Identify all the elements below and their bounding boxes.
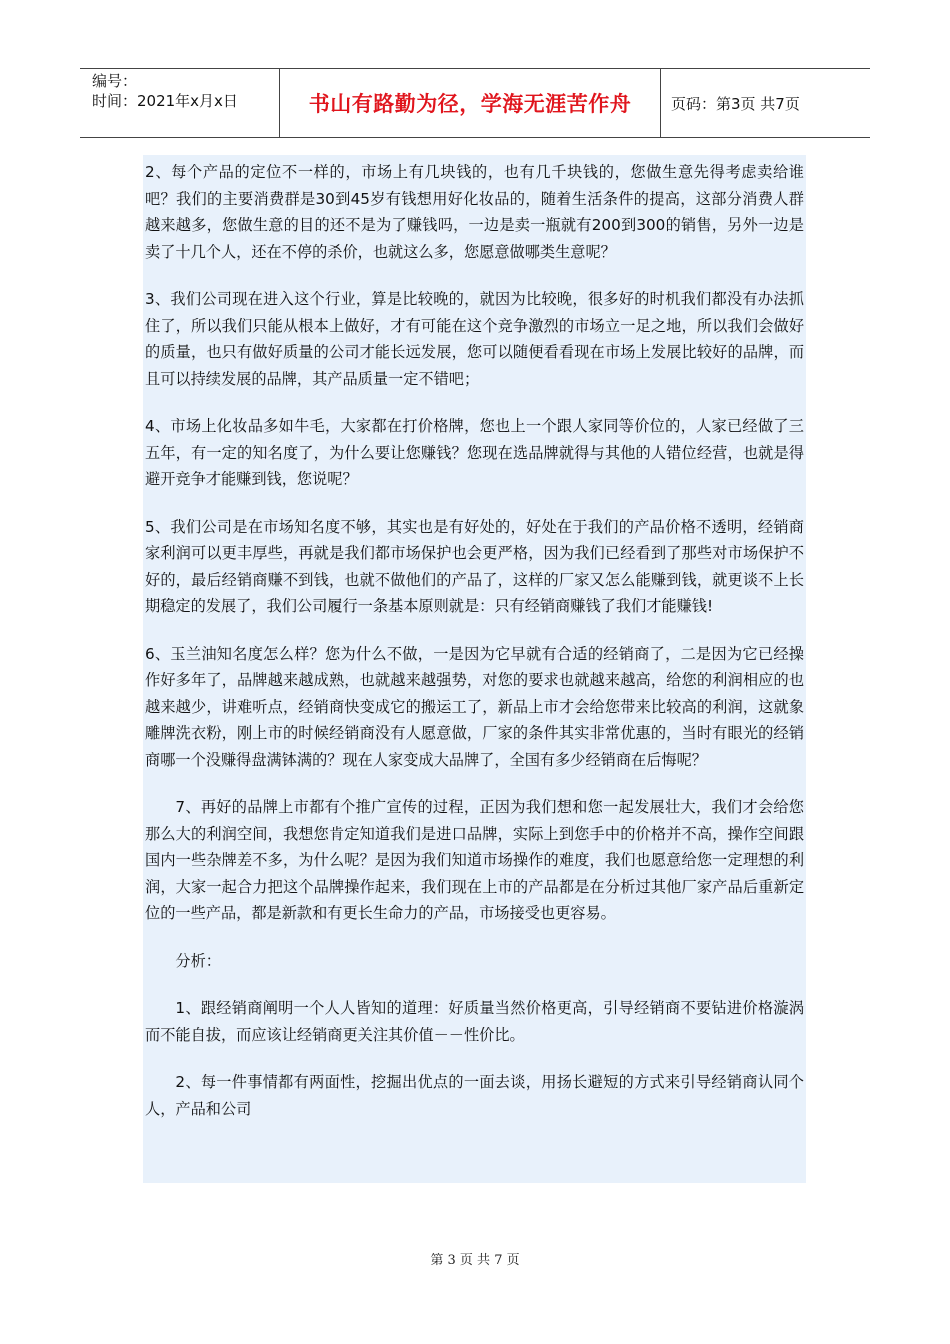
page-header [80, 68, 870, 138]
analysis-point-2: 2、每一件事情都有两面性，挖掘出优点的一面去谈，用扬长避短的方式来引导经销商认同个人，产品和公司 [145, 1073, 804, 1118]
analysis-heading: 分析： [175, 951, 221, 970]
paragraph-6: 6、玉兰油知名度怎么样？您为什么不做，一是因为它早就有合适的经销商了，二是因为它已经操作好多年了，品牌越来越成熟，也就越来越强势，对您的要求也就越来越高，给您的利润相应的也越来越少，讲难听点，经销商快变成它的搬运工了，新品上市才会给您带来比较高的利润，这就象雕牌洗衣粉，刚上市的时候经销商没有人愿意做，厂家的条件其实非常优惠的，当时有眼光的经销商哪一个没赚得盘满钵满的？现在人家变成大品牌了，全国有多少经销商在后悔呢？ [145, 644, 804, 769]
header-meta [80, 69, 280, 137]
paragraph-4: 4、市场上化妆品多如牛毛，大家都在打价格牌，您也上一个跟人家同等价位的，人家已经做了三五年，有一定的知名度了，为什么要让您赚钱？您现在选品牌就得与其他的人错位经营，也就是得避开竞争才能赚到钱，您说呢？ [145, 417, 804, 488]
header-page-label: 页码：第3页 共7页 [671, 94, 800, 113]
paragraph-3: 3、我们公司现在进入这个行业，算是比较晚的，就因为比较晚，很多好的时机我们都没有办法抓住了，所以我们只能从根本上做好，才有可能在这个竞争激烈的市场立一足之地，所以我们会做好的质量，也只有做好质量的公司才能长远发展，您可以随便看看现在市场上发展比较好的品牌，而且可以持续发展的品牌，其产品质量一定不错吧； [145, 290, 804, 388]
number-label: 编号： [92, 72, 138, 90]
page-footer: 第 3 页 共 7 页 [430, 1253, 520, 1268]
header-motto: 书山有路勤为径，学海无涯苦作舟 [280, 69, 661, 137]
paragraph-5: 5、我们公司是在市场知名度不够，其实也是有好处的，好处在于我们的产品价格不透明，经销商家利润可以更丰厚些，再就是我们都市场保护也会更严格，因为我们已经看到了那些对市场保护不好的，最后经销商赚不到钱，也就不做他们的产品了，这样的厂家又怎么能赚到钱，就更谈不上长期稳定的发展了，我们公司履行一条基本原则就是：只有经销商赚钱了我们才能赚钱! [145, 517, 804, 615]
paragraph-2: 2、每个产品的定位不一样的，市场上有几块钱的，也有几千块钱的，您做生意先得考虑卖给谁吧？我们的主要消费群是30到45岁有钱想用好化妆品的，随着生活条件的提高，这部分消费人群越来越多，您做生意的目的还不是为了赚钱吗，一边是卖一瓶就有200到300的销售，另外一边是卖了十几个人，还在不停的杀价，也就这么多，您愿意做哪类生意呢？ [145, 163, 804, 261]
paragraph-7: 7、再好的品牌上市都有个推广宣传的过程，正因为我们想和您一起发展壮大，我们才会给您那么大的利润空间，我想您肯定知道我们是进口品牌，实际上到您手中的价格并不高，操作空间跟国内一些杂牌差不多，为什么呢？是因为我们知道市场操作的难度，我们也愿意给您一定理想的利润，大家一起合力把这个品牌操作起来，我们现在上市的产品都是在分析过其他厂家产品后重新定位的一些产品，都是新款和有更长生命力的产品，市场接受也更容易。 [145, 798, 804, 922]
time-label: 时间：2021年x月x日 [92, 92, 238, 110]
analysis-point-1: 1、跟经销商阐明一个人人皆知的道理：好质量当然价格更高，引导经销商不要钻进价格漩涡而不能自拔，而应该让经销商更关注其价值－－性价比。 [145, 999, 804, 1044]
document-body [143, 155, 806, 1183]
